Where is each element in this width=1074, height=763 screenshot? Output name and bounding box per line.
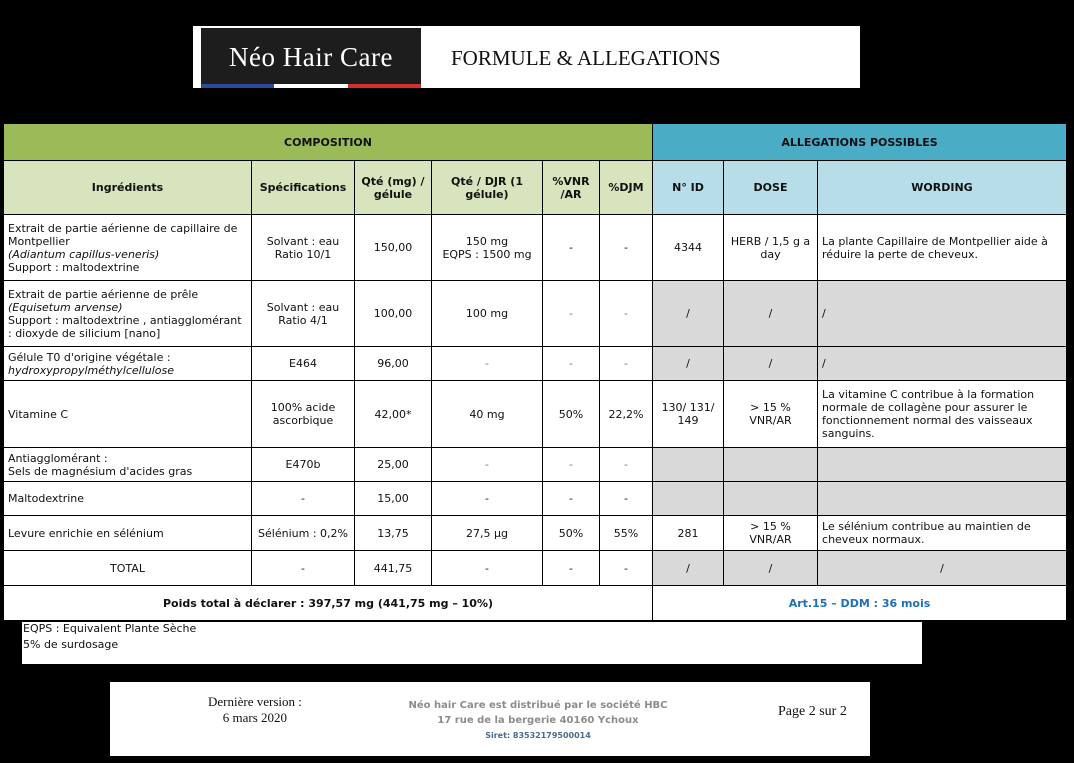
spec-cell: Solvant : eau Ratio 10/1	[252, 215, 355, 281]
ingredient-cell: Vitamine C	[4, 381, 252, 448]
dose-cell: HERB / 1,5 g a day	[724, 215, 818, 281]
dir-cell: 100 mg	[432, 281, 543, 347]
dose-cell: > 15 % VNR/AR	[724, 516, 818, 551]
table-row	[4, 347, 1067, 381]
distributor-address: 17 rue de la bergerie 40160 Ychoux	[437, 715, 639, 726]
dose-cell	[724, 448, 818, 482]
wording-cell: Le sélénium contribue au maintien de cheveux normaux.	[818, 516, 1067, 551]
id-cell: 130/ 131/ 149	[653, 381, 724, 448]
id-cell: 4344	[653, 215, 724, 281]
qty-cell: 96,00	[355, 347, 432, 381]
dir-cell: 27,5 µg	[432, 516, 543, 551]
composition-header: COMPOSITION	[4, 124, 653, 161]
dose-cell: > 15 % VNR/AR	[724, 381, 818, 448]
wording-cell	[818, 482, 1067, 516]
allegations-header: ALLEGATIONS POSSIBLES	[653, 124, 1067, 161]
spec-cell: Solvant : eau Ratio 4/1	[252, 281, 355, 347]
col-vnr: %VNR /AR	[543, 161, 600, 215]
table-row	[4, 215, 1067, 281]
djm-cell: -	[600, 281, 653, 347]
vnr-cell: -	[543, 281, 600, 347]
footnote-overdose: 5% de surdosage	[23, 638, 119, 651]
page-number: Page 2 sur 2	[778, 704, 847, 719]
col-ingredients: Ingrédients	[4, 161, 252, 215]
siret-number: Siret: 83532179500014	[485, 731, 591, 740]
ingredient-cell	[4, 448, 252, 482]
spec-cell: E464	[252, 347, 355, 381]
dose-cell: /	[724, 347, 818, 381]
spec-cell: -	[252, 482, 355, 516]
table-row	[4, 482, 1067, 516]
ingredient-name: Gélule T0 d'origine végétale :	[8, 350, 171, 364]
table-row	[4, 516, 1067, 551]
page-footer	[110, 682, 870, 756]
djm-cell: -	[600, 347, 653, 381]
col-id: N° ID	[653, 161, 724, 215]
id-cell: /	[653, 347, 724, 381]
wording-cell: La plante Capillaire de Montpellier aide à réduire la perte de cheveux.	[818, 215, 1067, 281]
dir-cell: -	[432, 448, 543, 482]
total-label: TOTAL	[4, 551, 252, 586]
col-djm: %DJM	[600, 161, 653, 215]
dir-cell: -	[432, 551, 543, 586]
dir-cell: -	[432, 482, 543, 516]
id-cell: /	[653, 281, 724, 347]
vnr-cell: -	[543, 215, 600, 281]
version-label: Dernière version :	[208, 694, 302, 709]
dir-cell: -	[432, 347, 543, 381]
col-qty-dir: Qté / DJR (1 gélule)	[432, 161, 543, 215]
qty-cell: 13,75	[355, 516, 432, 551]
id-cell	[653, 482, 724, 516]
djm-cell: 55%	[600, 516, 653, 551]
section-header-row	[4, 124, 1067, 161]
ingredient-name: Extrait de partie aérienne de capillaire de Montpellier	[8, 221, 238, 248]
brand-logo: Néo Hair Care	[201, 28, 421, 86]
distributor-block	[380, 698, 696, 743]
document-title: FORMULE & ALLEGATIONS	[451, 46, 721, 70]
djm-cell: -	[600, 448, 653, 482]
col-dose: DOSE	[724, 161, 818, 215]
latin-name: (Equisetum arvense)	[8, 300, 123, 314]
wording-cell	[818, 448, 1067, 482]
wording-cell: /	[818, 281, 1067, 347]
ingredient-name: Extrait de partie aérienne de prêle	[8, 287, 199, 301]
dir-cell: 40 mg	[432, 381, 543, 448]
djm-cell: 22,2%	[600, 381, 653, 448]
qty-cell: 150,00	[355, 215, 432, 281]
distributor-text: Néo hair Care est distribué par le société HBC	[408, 700, 668, 711]
col-wording: WORDING	[818, 161, 1067, 215]
qty-cell: 42,00*	[355, 381, 432, 448]
ingredient-support: Support : maltodextrine , antiagglomérant : dioxyde de silicium [nano]	[8, 313, 242, 340]
version-block	[208, 694, 302, 726]
formula-table	[3, 123, 1067, 621]
djm-cell: -	[600, 482, 653, 516]
ingredient-cell: Maltodextrine	[4, 482, 252, 516]
col-qty-mg: Qté (mg) / gélule	[355, 161, 432, 215]
ingredient-name: Antiagglomérant :	[8, 451, 108, 465]
dose-cell: /	[724, 281, 818, 347]
wording-cell: /	[818, 347, 1067, 381]
footnote-eqps: EQPS : Equivalent Plante Sèche	[23, 622, 197, 635]
ingredient-cell	[4, 347, 252, 381]
qty-cell: 25,00	[355, 448, 432, 482]
table-row	[4, 448, 1067, 482]
vnr-cell: -	[543, 551, 600, 586]
document-header	[193, 26, 860, 88]
ingredient-detail: hydroxypropylméthylcellulose	[8, 363, 175, 377]
spec-cell: E470b	[252, 448, 355, 482]
ingredient-cell: Levure enrichie en sélénium	[4, 516, 252, 551]
dir-cell	[432, 215, 543, 281]
djm-cell: -	[600, 551, 653, 586]
qty-cell: 100,00	[355, 281, 432, 347]
column-header-row	[4, 161, 1067, 215]
footnotes	[22, 622, 922, 664]
total-weight-declaration: Poids total à déclarer : 397,57 mg (441,75 mg – 10%)	[4, 586, 653, 621]
id-cell: 281	[653, 516, 724, 551]
vnr-cell: -	[543, 482, 600, 516]
vnr-cell: -	[543, 448, 600, 482]
latin-name: (Adiantum capillus-veneris)	[8, 247, 160, 261]
version-date: 6 mars 2020	[222, 710, 288, 725]
table-row	[4, 281, 1067, 347]
wording-cell: /	[818, 551, 1067, 586]
spec-cell: -	[252, 551, 355, 586]
ingredient-detail: Sels de magnésium d'acides gras	[8, 464, 193, 478]
dose-cell	[724, 482, 818, 516]
table-row	[4, 381, 1067, 448]
flag-stripe	[201, 84, 421, 88]
ingredient-cell	[4, 281, 252, 347]
qty-cell: 15,00	[355, 482, 432, 516]
wording-cell: La vitamine C contribue à la formation normale de collagène pour assurer le fonctionnement normal des vaisseaux sanguins.	[818, 381, 1067, 448]
djm-cell: -	[600, 215, 653, 281]
spec-cell: Sélénium : 0,2%	[252, 516, 355, 551]
ingredient-support: Support : maltodextrine	[8, 260, 140, 274]
vnr-cell: 50%	[543, 516, 600, 551]
qty-total: 441,75	[355, 551, 432, 586]
id-cell: /	[653, 551, 724, 586]
ingredient-cell	[4, 215, 252, 281]
col-specifications: Spécifications	[252, 161, 355, 215]
vnr-cell: 50%	[543, 381, 600, 448]
total-row	[4, 551, 1067, 586]
spec-cell: 100% acide ascorbique	[252, 381, 355, 448]
eqps-value: EQPS : 1500 mg	[442, 247, 532, 261]
vnr-cell: -	[543, 347, 600, 381]
ddm-note: Art.15 – DDM : 36 mois	[653, 586, 1067, 621]
table-footer-row	[4, 586, 1067, 621]
id-cell	[653, 448, 724, 482]
dir-value: 150 mg	[465, 234, 509, 248]
dose-cell: /	[724, 551, 818, 586]
